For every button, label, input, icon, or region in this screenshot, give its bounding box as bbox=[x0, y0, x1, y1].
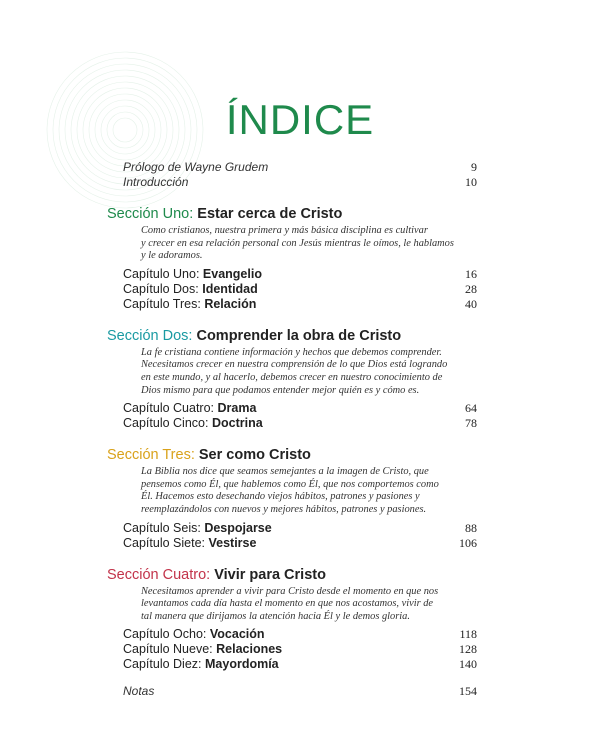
entry-page: 78 bbox=[465, 416, 477, 431]
desc-line: en este mundo, y al hacerlo, debemos crecer en nuestro conocimiento de bbox=[141, 371, 443, 383]
section-label: Sección Cuatro: bbox=[107, 566, 211, 583]
desc-line: Como cristianos, nuestra primera y más básica disciplina es cultivar bbox=[141, 225, 428, 236]
chapter-name: Vestirse bbox=[208, 535, 257, 550]
desc-line: y le adoramos. bbox=[141, 250, 203, 262]
toc-entry-chapter bbox=[107, 297, 477, 312]
entry-page: 9 bbox=[471, 160, 477, 174]
desc-line: pensemos como Él, que hablemos como Él, que nos comportemos como bbox=[141, 478, 439, 490]
entry-page: 16 bbox=[465, 266, 477, 281]
chapter-label: Capítulo Tres: bbox=[123, 296, 201, 311]
entry-label: Introducción bbox=[123, 175, 189, 189]
chapter-label: Capítulo Nueve: bbox=[123, 642, 213, 657]
toc-entry-introduccion bbox=[107, 175, 477, 190]
entry-page: 28 bbox=[465, 281, 477, 296]
section-name: Ser como Cristo bbox=[198, 447, 311, 464]
desc-line: tal manera que dirijamos la atención hacia Él y le demos gloria. bbox=[141, 610, 410, 622]
chapter-name: Vocación bbox=[209, 627, 265, 642]
desc-line: Necesitamos crecer en nuestra comprensión de lo que Dios está logrando bbox=[141, 359, 448, 371]
chapter-label: Capítulo Cinco: bbox=[123, 416, 209, 431]
section-name: Comprender la obra de Cristo bbox=[196, 327, 402, 344]
desc-line: y crecer en esa relación personal con Jesús mientras le oímos, le hablamos bbox=[141, 237, 454, 249]
entry-page: 106 bbox=[459, 535, 477, 550]
toc-entry-chapter bbox=[107, 627, 477, 642]
chapter-name: Relaciones bbox=[216, 642, 283, 657]
toc-entry-chapter bbox=[107, 416, 477, 431]
chapter-name: Evangelio bbox=[202, 266, 262, 281]
toc-entry-chapter bbox=[107, 657, 477, 672]
entry-label: Prólogo de Wayne Grudem bbox=[123, 160, 269, 174]
section-heading-dos bbox=[107, 326, 477, 346]
entry-page: 88 bbox=[465, 520, 477, 535]
desc-line: Necesitamos aprender a vivir para Cristo desde el momento en que nos bbox=[141, 585, 439, 597]
section-description bbox=[107, 347, 477, 397]
chapter-label: Capítulo Seis: bbox=[123, 520, 201, 535]
section-description bbox=[107, 466, 477, 516]
toc-entry-chapter bbox=[107, 536, 477, 551]
entry-page: 128 bbox=[459, 642, 477, 657]
chapter-name: Despojarse bbox=[204, 520, 272, 535]
chapter-label: Capítulo Dos: bbox=[123, 281, 199, 296]
chapter-name: Drama bbox=[217, 401, 257, 416]
desc-line: La fe cristiana contiene información y hechos que debemos comprender. bbox=[141, 346, 442, 358]
entry-page: 154 bbox=[459, 684, 477, 699]
chapter-name: Relación bbox=[204, 296, 257, 311]
desc-line: Dios mismo para que podamos entender mejor quién es y cómo es. bbox=[141, 384, 420, 396]
chapter-name: Doctrina bbox=[211, 416, 263, 431]
toc-entry-chapter bbox=[107, 267, 477, 282]
section-heading-tres bbox=[107, 445, 477, 465]
toc-entry-notas bbox=[107, 684, 477, 699]
chapter-name: Identidad bbox=[202, 281, 258, 296]
chapter-label: Capítulo Uno: bbox=[123, 266, 200, 281]
toc-entry-chapter bbox=[107, 642, 477, 657]
section-description bbox=[107, 225, 477, 263]
entry-page: 40 bbox=[465, 296, 477, 311]
page-title: ÍNDICE bbox=[225, 96, 375, 143]
chapter-label: Capítulo Siete: bbox=[123, 535, 205, 550]
section-heading-cuatro bbox=[107, 565, 477, 585]
section-heading-uno bbox=[107, 204, 477, 224]
section-description bbox=[107, 586, 477, 624]
entry-page: 118 bbox=[459, 627, 477, 642]
desc-line: Él. Hacemos esto desechando viejos hábitos, patrones y pasiones y bbox=[141, 491, 420, 503]
desc-line: reemplazándolos con nuevos y mejores hábitos, patrones y pasiones. bbox=[141, 503, 427, 515]
entry-page: 64 bbox=[465, 401, 477, 416]
section-label: Sección Dos: bbox=[107, 327, 193, 344]
section-name: Vivir para Cristo bbox=[214, 566, 326, 583]
entry-page: 140 bbox=[459, 657, 477, 672]
section-name: Estar cerca de Cristo bbox=[197, 206, 343, 222]
entry-page: 10 bbox=[465, 175, 477, 189]
desc-line: levantamos cada día hasta el momento en que nos acostamos, vivir de bbox=[141, 598, 434, 610]
section-label: Sección Tres: bbox=[107, 447, 195, 464]
section-label: Sección Uno: bbox=[107, 206, 194, 222]
toc-entry-prologo bbox=[107, 160, 477, 175]
table-of-contents bbox=[107, 160, 477, 699]
chapter-name: Mayordomía bbox=[205, 657, 279, 672]
toc-entry-chapter bbox=[107, 282, 477, 297]
chapter-label: Capítulo Ocho: bbox=[123, 627, 207, 642]
chapter-label: Capítulo Diez: bbox=[123, 657, 202, 672]
entry-label: Notas bbox=[123, 684, 155, 699]
chapter-label: Capítulo Cuatro: bbox=[123, 401, 215, 416]
toc-entry-chapter bbox=[107, 521, 477, 536]
toc-entry-chapter bbox=[107, 401, 477, 416]
desc-line: La Biblia nos dice que seamos semejantes a la imagen de Cristo, que bbox=[141, 466, 429, 478]
